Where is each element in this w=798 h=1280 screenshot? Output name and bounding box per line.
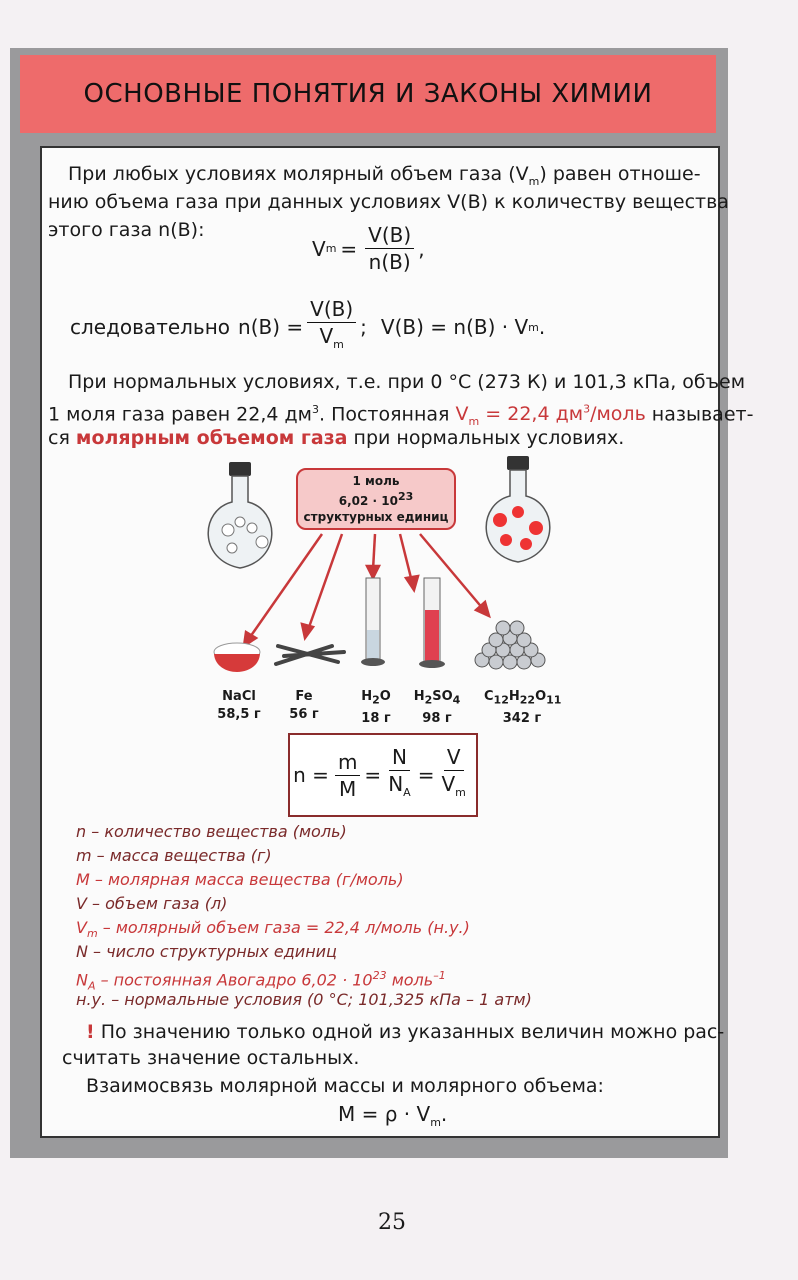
intro-line-2: нию объема газа при данных условиях V(B) к количеству вещества (48, 191, 729, 213)
cylinder-acid-icon (419, 578, 445, 668)
relation-title: Взаимосвязь молярной массы и молярного объема: (86, 1075, 604, 1097)
section-header (20, 55, 716, 133)
normal-line-2: 1 моля газа равен 22,4 $дм^3$. Постоянная $V_m = 22,4$ $дм^3$/моль называет- (48, 403, 754, 429)
intro-line-1: При любых условиях молярный объем газа $(V_m)$ равен отноше- (68, 163, 701, 188)
formula-molar-volume: V m = $\frac{V(B)}{n(B)}$ , (312, 223, 425, 274)
legend-nu: н.у. – нормальные условия (0 °С; 101,325 кПа – 1 атм) (76, 990, 532, 1009)
legend-m: m – масса вещества (г) (76, 846, 272, 865)
nacl-bowl-icon (214, 643, 260, 672)
section-title: ОСНОВНЫЕ ПОНЯТИЯ И ЗАКОНЫ ХИМИИ (83, 79, 653, 109)
flask-right-icon (486, 456, 550, 562)
formula-consequence: следовательно n(B) = $\frac{V(B)}{V_m}$ ; V(B) = n(B) · V m . (70, 297, 546, 351)
mole-definition-box (296, 468, 456, 530)
page-number: 25 (378, 1210, 406, 1235)
relation-formula: $M = \rho \cdot V_m$. (338, 1102, 448, 1129)
substance-h2o: $H_2O$ 18 г (361, 689, 391, 726)
legend-Vm: $V_m$ – молярный объем газа = 22,4 л/моль (н.у.) (76, 918, 470, 941)
flask-left-icon (208, 462, 272, 568)
intro-line-3: этого газа n(B): (48, 219, 205, 241)
mole-box-line-2: $6,02 \cdot 10^{23}$ (338, 490, 414, 508)
legend-V: V – объем газа (л) (76, 894, 228, 913)
mole-formula-box: n = $\frac{m}{M}$ = $\frac{N}{N_A}$ = $\frac{V}{V_m}$ (288, 733, 478, 817)
substance-nacl: NaCl 58,5 г (217, 689, 261, 722)
mole-box-line-3: структурных единиц (303, 510, 449, 524)
legend-N: N – число структурных единиц (76, 942, 337, 961)
substance-sucrose: $C_{12}H_{22}O_{11}$ 342 г (484, 689, 562, 726)
substance-h2so4: $H_2SO_4$ 98 г (413, 689, 461, 726)
mole-box-line-1: 1 моль (352, 474, 400, 488)
substance-fe: Fe 56 г (289, 689, 319, 722)
iron-nails-icon (276, 646, 344, 664)
note-line-2: считать значение остальных. (62, 1047, 360, 1069)
legend-M: M – молярная масса вещества (г/моль) (76, 870, 404, 889)
sugar-pile-icon (475, 621, 545, 669)
legend-n: n – количество вещества (моль) (76, 822, 347, 841)
legend-NA: $N_A$ – постоянная Авогадро $6,02 \cdot 10^{23}$ моль$^{-1}$ (76, 969, 446, 993)
note-line-1: ! По значению только одной из указанных величин можно рас- (86, 1021, 725, 1043)
cylinder-water-icon (361, 578, 385, 666)
normal-line-1: При нормальных условиях, т.е. при 0 °С (273 К) и 101,3 кПа, объем (68, 371, 746, 393)
normal-line-3: ся молярным объемом газа при нормальных условиях. (48, 427, 625, 449)
